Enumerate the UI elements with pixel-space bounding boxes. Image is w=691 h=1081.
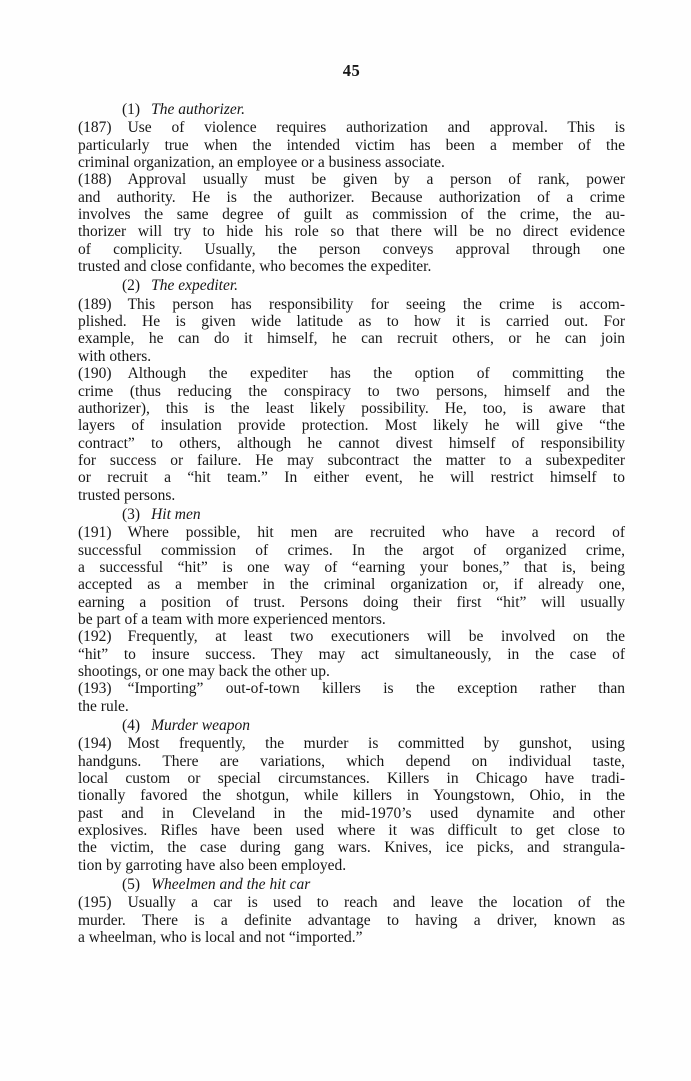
line-text: Approval usually must be given by a person of rank, power <box>127 171 625 189</box>
text-line: successful commission of crimes. In the argot of organized crime, <box>78 541 625 559</box>
text-line <box>78 365 625 382</box>
text-line: involves the same degree of guilt as commission of the crime, the au- <box>78 206 625 224</box>
text-line: layers of insulation provide protection. Most likely he will give “the <box>78 417 625 435</box>
text-line: earning a position of trust. Persons doing their first “hit” will usually <box>78 593 625 611</box>
paragraph-number: (189) <box>78 295 112 313</box>
heading-label: (4) <box>122 717 141 735</box>
text-line: or recruit a “hit team.” In either event, he will restrict himself to <box>78 469 625 487</box>
text-line: the rule. <box>78 697 129 715</box>
text-line <box>78 735 625 752</box>
text-line: tion by garroting have also been employed. <box>78 856 347 874</box>
text-line <box>78 628 625 645</box>
paragraph <box>78 894 625 946</box>
paragraph-number: (187) <box>78 119 112 137</box>
section-heading <box>78 101 625 118</box>
paragraph <box>78 628 625 680</box>
section-heading <box>78 876 625 893</box>
text-line: of complicity. Usually, the person conveys approval through one <box>78 240 625 258</box>
heading-label: (2) <box>122 277 141 295</box>
text-line: local custom or special circumstances. Killers in Chicago have tradi- <box>78 770 625 788</box>
text-line: the victim, the case during gang wars. Knives, ice picks, and strangula- <box>78 839 625 857</box>
line-text: Frequently, at least two executioners will be involved on the <box>127 628 625 646</box>
heading-title: Murder weapon <box>151 717 250 735</box>
text-line: trusted and close confidante, who becomes the expediter. <box>78 258 432 276</box>
line-text: Use of violence requires authorization and approval. This is <box>127 119 625 137</box>
line-text: Most frequently, the murder is committed by gunshot, using <box>127 735 625 753</box>
text-line <box>78 296 625 313</box>
text-line: trusted persons. <box>78 486 176 504</box>
line-text: This person has responsibility for seeing the crime is accom- <box>127 295 625 313</box>
text-line: contract” to others, although he cannot divest himself of responsibility <box>78 434 625 452</box>
heading-label: (5) <box>122 876 141 894</box>
text-line: thorizer will try to hide his role so that there will be no direct evidence <box>78 223 625 241</box>
text-line: criminal organization, an employee or a business associate. <box>78 154 445 172</box>
heading-title: Hit men <box>151 505 201 523</box>
text-line: accepted as a member in the criminal organization or, if already one, <box>78 576 625 594</box>
text-line: plished. He is given wide latitude as to how it is carried out. For <box>78 313 625 331</box>
text-line: shootings, or one may back the other up. <box>78 663 330 680</box>
text-line: explosives. Rifles have been used where it was difficult to get close to <box>78 822 625 840</box>
text-line <box>78 680 625 697</box>
paragraph <box>78 365 625 504</box>
heading-title: Wheelmen and the hit car <box>151 876 311 894</box>
text-line: handguns. There are variations, which depend on individual taste, <box>78 752 625 770</box>
text-line: for success or failure. He may subcontract the matter to a subexpediter <box>78 451 625 469</box>
paragraph-number: (194) <box>78 735 112 753</box>
text-line: murder. There is a definite advantage to having a driver, known as <box>78 911 625 929</box>
paragraph-number: (193) <box>78 680 112 698</box>
text-line: “hit” to insure success. They may act simultaneously, in the case of <box>78 645 625 663</box>
text-line: authorizer), this is the least likely possibility. He, too, is aware that <box>78 399 625 417</box>
text-line <box>78 119 625 136</box>
heading-label: (1) <box>122 101 141 118</box>
heading-title: The authorizer. <box>151 101 245 118</box>
page-number: 45 <box>342 61 361 80</box>
text-line: with others. <box>78 347 152 365</box>
text-line: and authority. He is the authorizer. Because authorization of a crime <box>78 188 625 206</box>
paragraph-number: (192) <box>78 628 112 646</box>
paragraph-number: (195) <box>78 894 112 912</box>
text-line: a wheelman, who is local and not “imported.” <box>78 929 363 947</box>
paragraph <box>78 680 625 715</box>
text-line: a successful “hit” is one way of “earning your bones,” that is, being <box>78 558 625 576</box>
paragraph <box>78 524 625 628</box>
text-line: be part of a team with more experienced mentors. <box>78 610 386 628</box>
text-line <box>78 171 625 188</box>
paragraph-number: (188) <box>78 171 112 189</box>
page-content <box>78 99 625 947</box>
text-line: tionally favored the shotgun, while killers in Youngstown, Ohio, in the <box>78 787 625 805</box>
line-text: Usually a car is used to reach and leave the location of the <box>127 894 625 912</box>
paragraph <box>78 171 625 275</box>
section-heading <box>78 506 625 523</box>
text-line: particularly true when the intended victim has been a member of the <box>78 136 625 154</box>
paragraph <box>78 296 625 365</box>
section-heading <box>78 717 625 734</box>
text-line: past and in Cleveland in the mid-1970’s used dynamite and other <box>78 804 625 822</box>
heading-title: The expediter. <box>151 277 239 295</box>
heading-label: (3) <box>122 505 141 523</box>
text-line <box>78 894 625 911</box>
paragraph <box>78 119 625 171</box>
line-text: Where possible, hit men are recruited who have a record of <box>127 524 625 542</box>
paragraph-number: (190) <box>78 365 112 383</box>
text-line: example, he can do it himself, he can recruit others, or he can join <box>78 330 625 348</box>
paragraph-number: (191) <box>78 524 112 542</box>
line-text: Although the expediter has the option of committing the <box>127 365 625 383</box>
text-line <box>78 524 625 541</box>
section-heading <box>78 277 625 294</box>
text-line: crime (thus reducing the conspiracy to two persons, himself and the <box>78 382 625 400</box>
line-text: “Importing” out-of-town killers is the exception rather than <box>127 680 625 698</box>
paragraph <box>78 735 625 874</box>
